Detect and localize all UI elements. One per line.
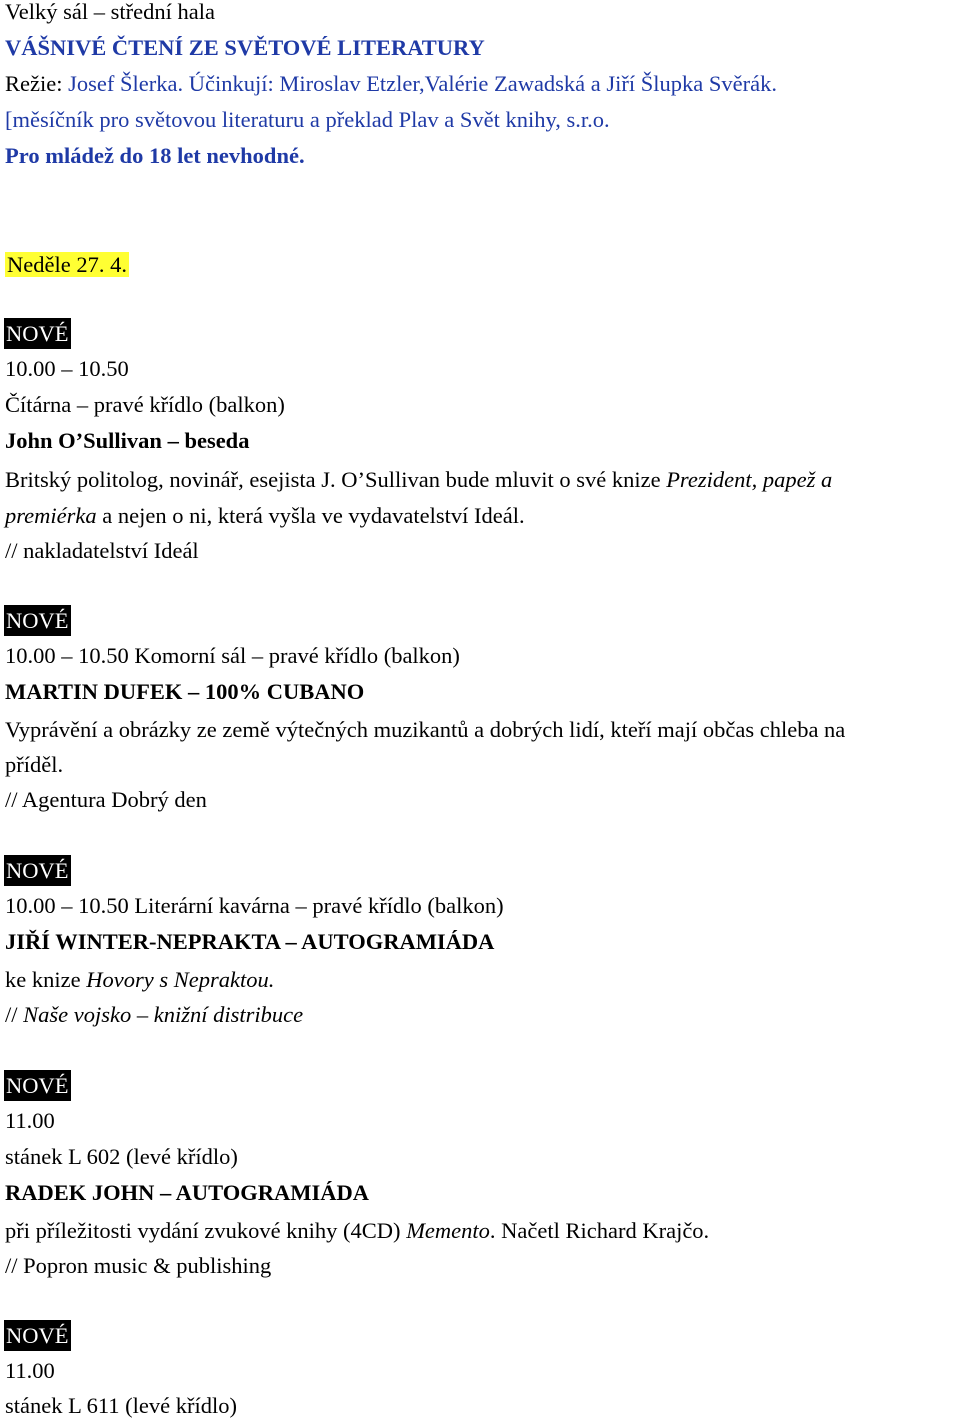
event-place: stánek L 611 (levé křídlo) xyxy=(5,1393,238,1418)
event-name: JIŘÍ WINTER-NEPRAKTA – AUTOGRAMIÁDA xyxy=(5,929,495,954)
venue-line: Velký sál – střední hala xyxy=(5,0,215,24)
credits-line xyxy=(5,70,777,98)
event-description-cont xyxy=(5,502,525,530)
event-name: John O’Sullivan – beseda xyxy=(5,428,250,453)
event-time-place: 10.00 – 10.50 Komorní sál – pravé křídlo (balkon) xyxy=(5,643,460,668)
event-description-text: Britský politolog, novinář, esejista J. O’Sullivan bude mluvit o své knize xyxy=(5,467,667,492)
event-description-cont: příděl. xyxy=(5,752,64,777)
event-organizer xyxy=(5,1001,303,1029)
event-description-text: ke knize xyxy=(5,967,87,992)
event-organizer-prefix: // xyxy=(5,1002,24,1027)
event-organizer-name: Naše vojsko – knižní distribuce xyxy=(23,1002,304,1027)
event-description xyxy=(5,466,832,494)
credits-prefix: Režie: xyxy=(5,71,69,96)
event-place: Čítárna – pravé křídlo (balkon) xyxy=(5,392,285,417)
event-description-text: při příležitosti vydání zvukové knihy (4CD) xyxy=(5,1218,407,1243)
event-organizer: // nakladatelství Ideál xyxy=(5,538,199,563)
new-badge: NOVÉ xyxy=(4,1070,71,1101)
day-highlight: Neděle 27. 4. xyxy=(7,252,127,277)
event-book-title: Hovory s Nepraktou. xyxy=(86,967,275,992)
event-time: 11.00 xyxy=(5,1358,55,1383)
event-name: MARTIN DUFEK – 100% CUBANO xyxy=(5,679,365,704)
event-description xyxy=(5,966,274,994)
event-organizer: // Popron music & publishing xyxy=(5,1253,272,1278)
event-book-title-cont: premiérka xyxy=(5,503,97,528)
event-place: stánek L 602 (levé křídlo) xyxy=(5,1144,238,1169)
new-badge: NOVÉ xyxy=(4,605,71,636)
age-note: Pro mládež do 18 let nevhodné. xyxy=(5,143,305,168)
event-description-text-cont: . Načetl Richard Krajčo. xyxy=(489,1218,710,1243)
new-badge: NOVÉ xyxy=(4,318,71,349)
event-time: 11.00 xyxy=(5,1108,55,1133)
event-book-title: Prezident, papež a xyxy=(666,467,833,492)
event-description-text-cont: a nejen o ni, která vyšla ve vydavatelství Ideál. xyxy=(96,503,525,528)
day-label xyxy=(5,251,129,279)
event-organizer: // Agentura Dobrý den xyxy=(5,787,207,812)
event-description: Vyprávění a obrázky ze země výtečných muzikantů a dobrých lidí, kteří mají občas chleba na xyxy=(5,717,846,742)
program-title: VÁŠNIVÉ ČTENÍ ZE SVĚTOVÉ LITERATURY xyxy=(5,35,485,60)
event-time-place: 10.00 – 10.50 Literární kavárna – pravé křídlo (balkon) xyxy=(5,893,504,918)
event-time: 10.00 – 10.50 xyxy=(5,356,129,381)
new-badge: NOVÉ xyxy=(4,1320,71,1351)
publisher-line: [měsíčník pro světovou literaturu a překlad Plav a Svět knihy, s.r.o. xyxy=(5,107,610,132)
event-name: RADEK JOHN – AUTOGRAMIÁDA xyxy=(5,1180,369,1205)
new-badge: NOVÉ xyxy=(4,855,71,886)
credits-names: Josef Šlerka. Účinkují: Miroslav Etzler,Valérie Zawadská a Jiří Šlupka Svěrák. xyxy=(68,71,778,96)
event-description xyxy=(5,1217,709,1245)
event-book-title: Memento xyxy=(406,1218,490,1243)
